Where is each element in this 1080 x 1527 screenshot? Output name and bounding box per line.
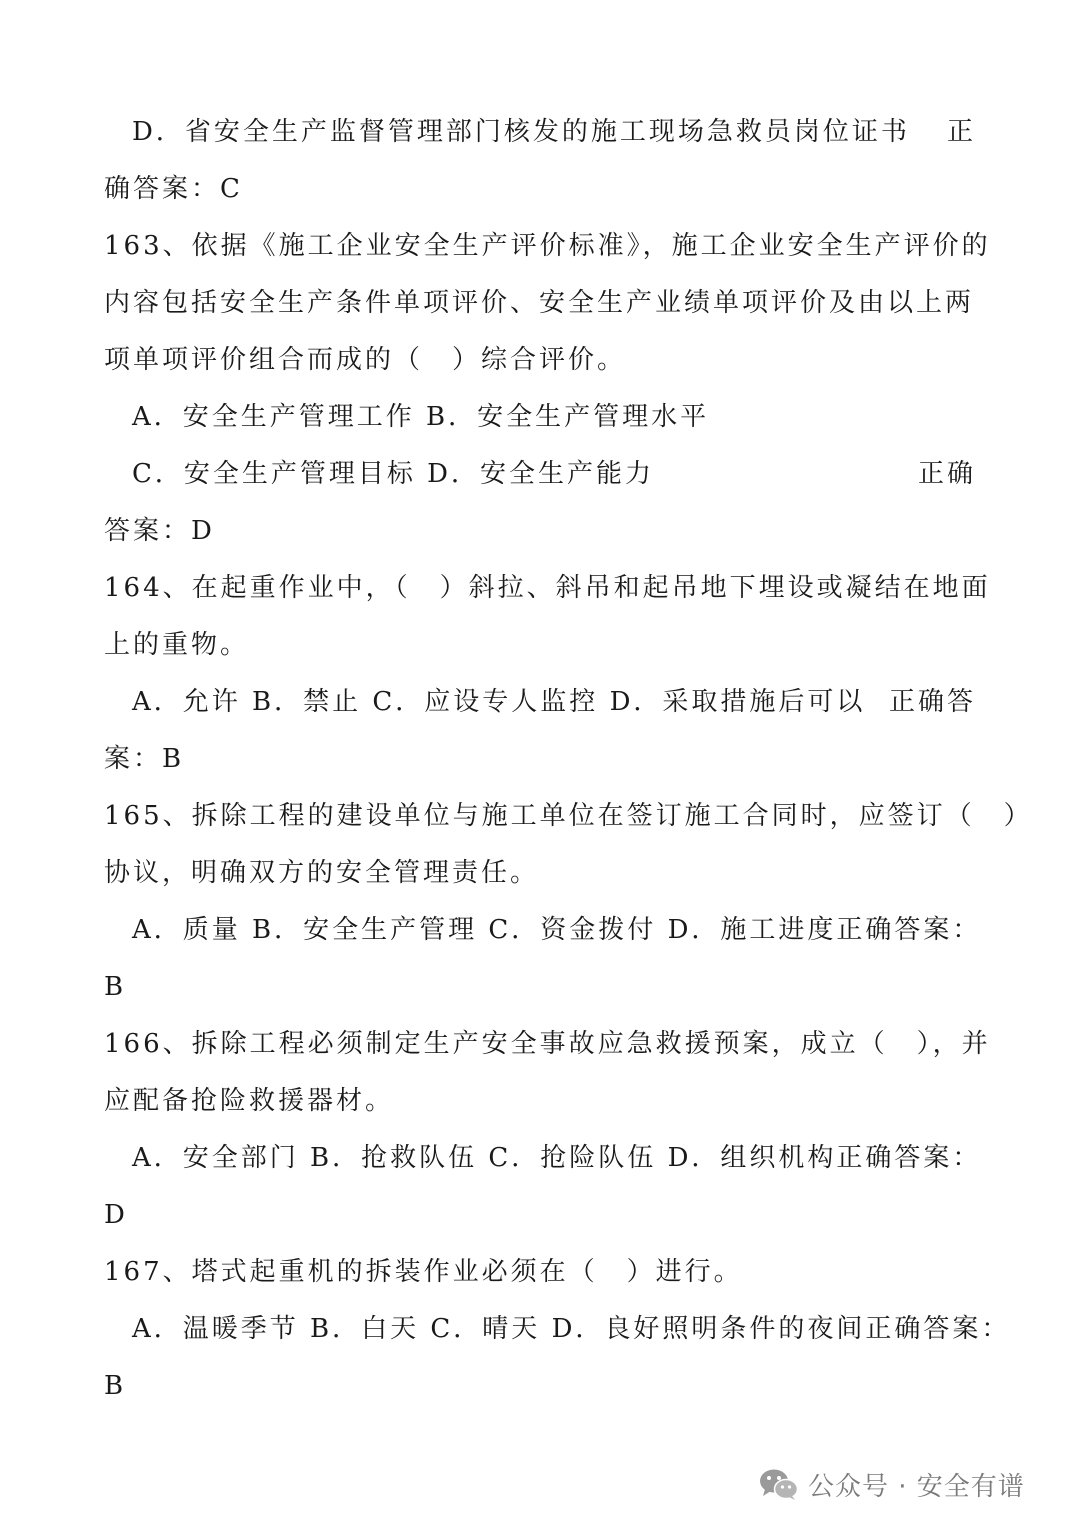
option-text: A．允许 B．禁止 C．应设专人监控 D．采取措施后可以 [132,687,866,717]
question-line: 166、拆除工程必须制定生产安全事故应急救援预案，成立（ ），并 [104,1029,991,1059]
answer-label-fragment: 正确答 [888,687,976,717]
answer-label-fragment: 正 [946,117,976,147]
answer-line: 确答案：C [104,174,243,204]
answer-label-fragment: 正确答案： [836,915,982,945]
answer-line: D [104,1200,128,1230]
option-text: A．质量 B．安全生产管理 C．资金拨付 D．施工进度 [132,915,837,945]
option-text: C．安全生产管理目标 D．安全生产能力 [132,459,655,489]
answer-line: B [104,1371,127,1401]
option-text: D．省安全生产监督管理部门核发的施工现场急救员岗位证书 [132,117,910,147]
question-line: 163、依据《施工企业安全生产评价标准》，施工企业安全生产评价的 [104,231,991,261]
answer-line: 答案：D [104,516,215,546]
option-text: A．安全部门 B．抢救队伍 C．抢险队伍 D．组织机构 [132,1143,837,1173]
watermark-text: 公众号 · 安全有谱 [808,1471,1025,1502]
option-line [104,902,982,959]
question-line: 164、在起重作业中，（ ）斜拉、斜吊和起吊地下埋设或凝结在地面 [104,573,991,603]
question-line: 167、塔式起重机的拆装作业必须在（ ）进行。 [104,1257,743,1287]
question-line: 上的重物。 [104,630,250,660]
option-line [104,1130,982,1187]
answer-line: B [104,972,127,1002]
question-line: 协议，明确双方的安全管理责任。 [104,858,540,888]
wechat-icon [758,1467,800,1501]
option-text: A．温暖季节 B．白天 C．晴天 D．良好照明条件的夜间 [132,1314,866,1344]
question-line: 165、拆除工程的建设单位与施工单位在签订施工合同时，应签订（ ） [104,801,1033,831]
option-line [104,446,976,503]
question-line: 项单项评价组合而成的（ ）综合评价。 [104,345,627,375]
question-line: 应配备抢险救援器材。 [104,1086,395,1116]
answer-line: 案：B [104,744,185,774]
watermark [758,1462,1025,1506]
document-body [104,104,1033,1415]
option-line: A．安全生产管理工作 B．安全生产管理水平 [132,402,710,432]
option-line [104,674,976,731]
answer-label-fragment: 正确 [917,459,976,489]
question-line: 内容包括安全生产条件单项评价、安全生产业绩单项评价及由以上两 [104,288,975,318]
answer-label-fragment: 正确答案： [836,1143,982,1173]
option-line [104,1301,1011,1358]
answer-label-fragment: 正确答案： [865,1314,1011,1344]
option-line [104,104,976,161]
